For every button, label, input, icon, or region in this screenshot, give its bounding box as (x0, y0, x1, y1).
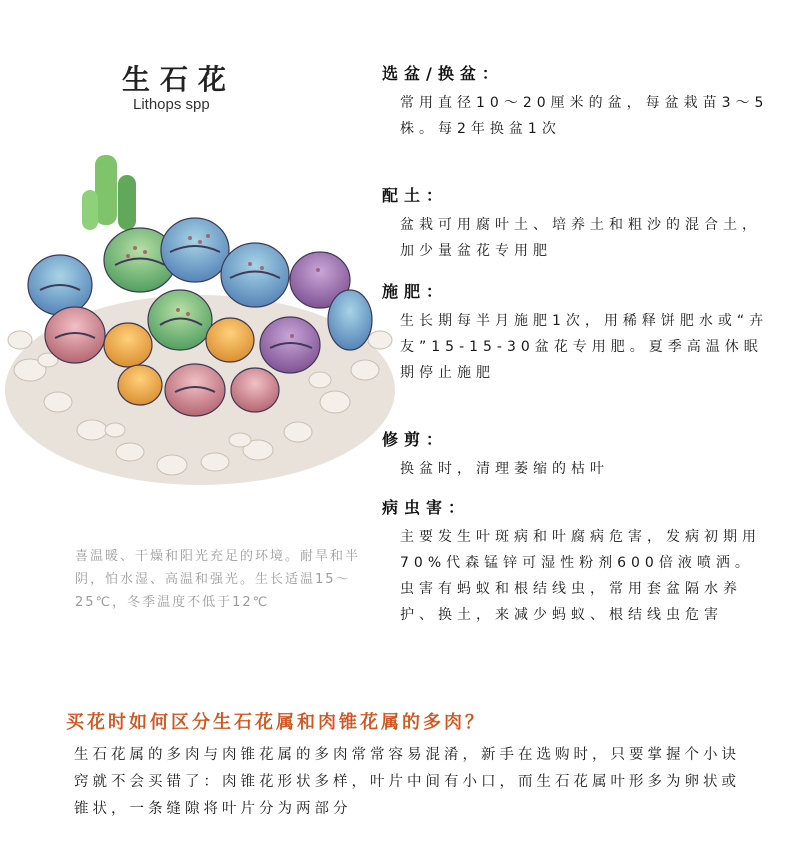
question-body: 生石花属的多肉与肉锥花属的多肉常常容易混淆，新手在选购时，只要掌握个小诀窍就不会买错了：肉锥花形状多样，叶片中间有小口，而生石花属叶形多为卵状或锥状，一条缝隙将叶片分为两部分 (74, 747, 740, 817)
question-title: 买花时如何区分生石花属和肉锥花属的多肉？ (66, 712, 486, 733)
section-body: 常用直径10～20厘米的盆，每盆栽苗3～5株。每2年换盆1次 (400, 95, 769, 137)
plant-intro-text: 喜温暖、干燥和阳光充足的环境。耐旱和半阴，怕水湿、高温和强光。生长适温15～25℃，冬季温度不低于12℃ (75, 549, 361, 610)
section-heading: 病虫害： (382, 498, 471, 517)
section-heading: 选盆/换盆： (382, 64, 504, 83)
section-body: 换盆时，清理萎缩的枯叶 (400, 461, 609, 477)
page-title: 生石花 (122, 63, 237, 96)
section-pests (382, 496, 772, 628)
section-heading: 配土： (382, 186, 449, 205)
section-fertilizer (382, 280, 772, 386)
section-heading: 施肥： (382, 282, 449, 301)
latin-name: Lithops spp (133, 96, 210, 113)
section-pruning (382, 428, 772, 482)
section-soil (382, 184, 772, 264)
lithops-plant-illustration (0, 140, 400, 500)
section-pot (382, 62, 772, 142)
section-body: 生长期每半月施肥1次，用稀释饼肥水或“卉友”15-15-30盆花专用肥。夏季高温休眠期停止施肥 (400, 313, 769, 381)
section-body: 盆栽可用腐叶土、培养土和粗沙的混合土，加少量盆花专用肥 (400, 217, 761, 259)
section-heading: 修剪： (382, 430, 449, 449)
section-body: 主要发生叶斑病和叶腐病危害，发病初期用70%代森锰锌可湿性粉剂600倍液喷洒。虫害有蚂蚁和根结线虫，常用套盆隔水养护、换土，来减少蚂蚁、根结线虫危害 (400, 529, 761, 623)
